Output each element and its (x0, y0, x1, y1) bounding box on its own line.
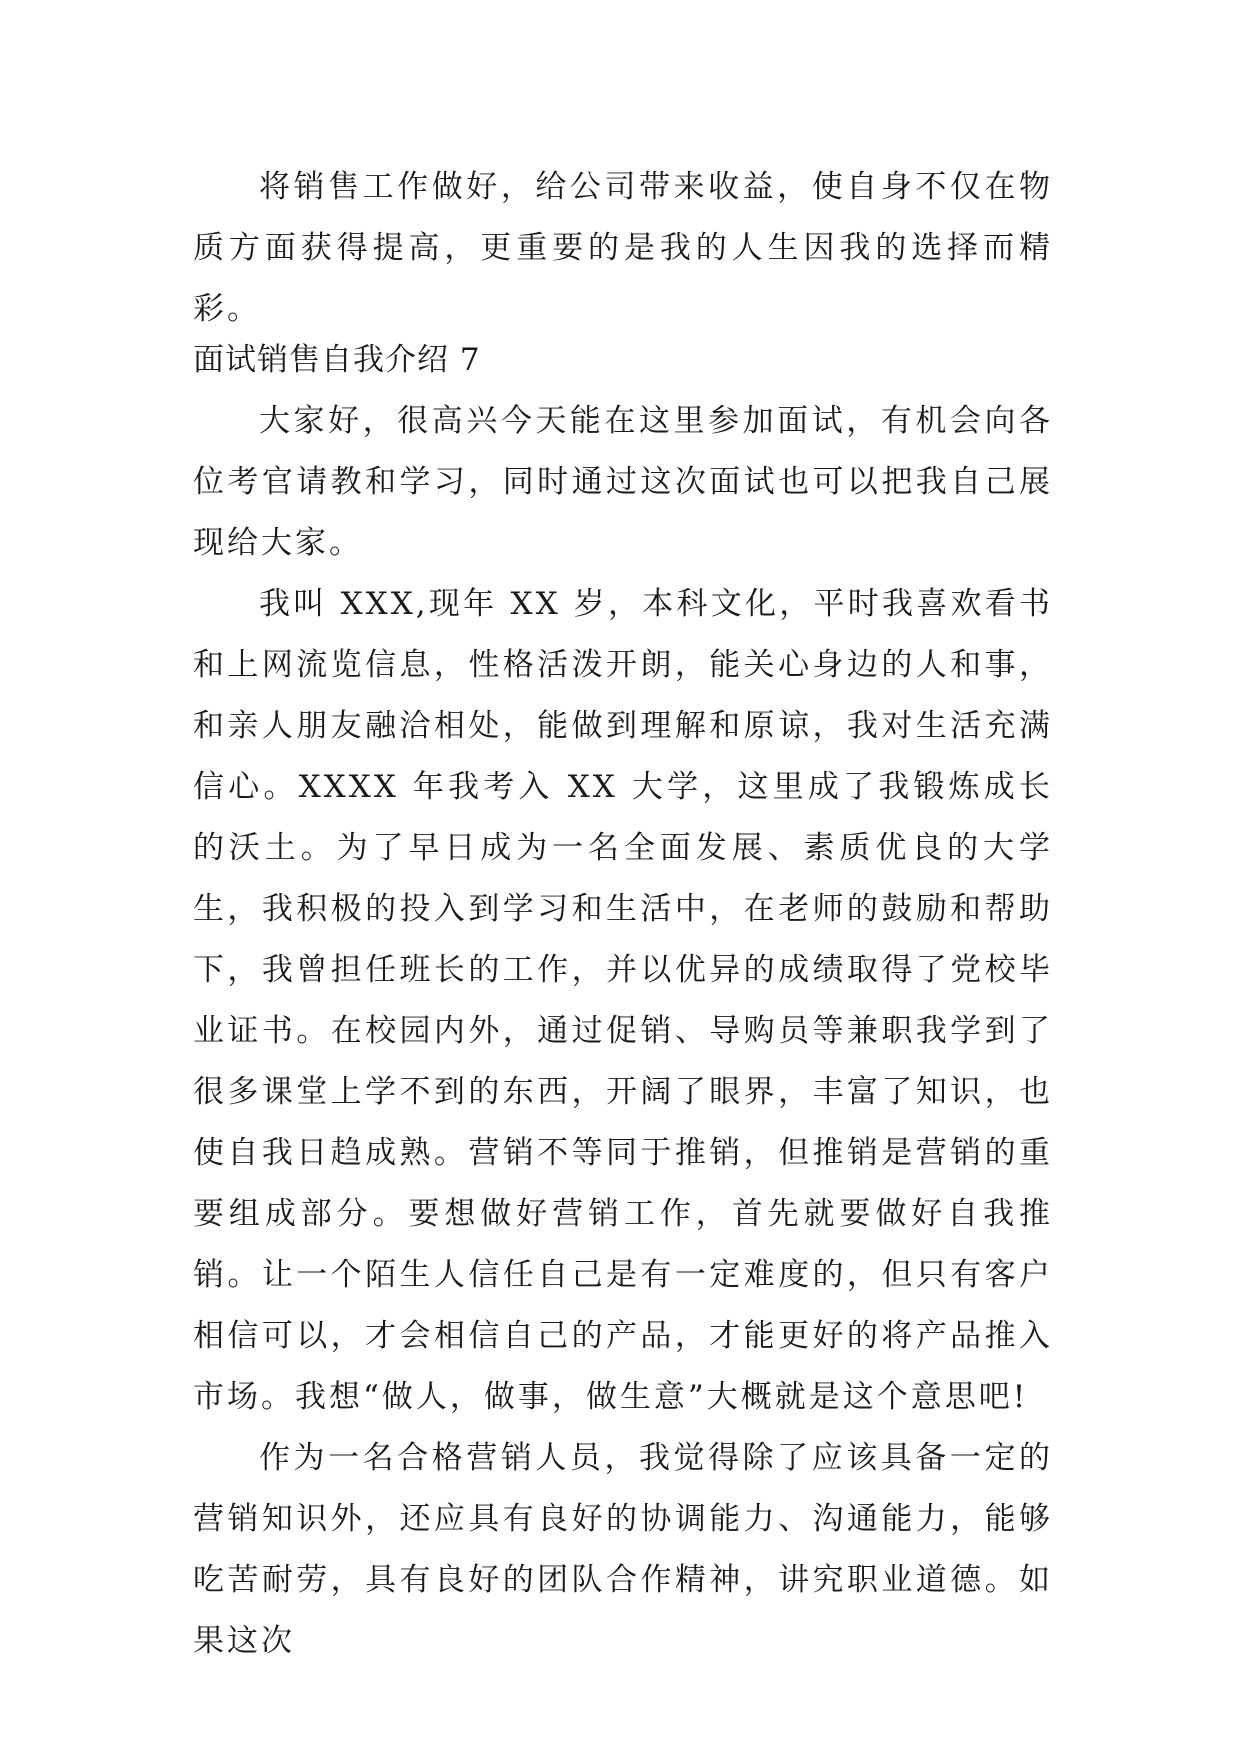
paragraph-background: 我叫 XXX,现年 XX 岁，本科文化，平时我喜欢看书和上网流览信息，性格活泼开朗，能关心身边的人和事，和亲人朋友融洽相处，能做到理解和原谅，我对生活充满信心。XXXX 年我考入 XX 大学，这里成了我锻炼成长的沃土。为了早日成为一名全面发展、素质优良的大学生，我积极的投入到学习和生活中，在老师的鼓励和帮助下，我曾担任班长的工作，并以优异的成绩取得了党校毕业证书。在校园内外，通过促销、导购员等兼职我学到了很多课堂上学不到的东西，开阔了眼界，丰富了知识，也使自我日趋成熟。营销不等同于推销，但推销是营销的重要组成部分。要想做好营销工作，首先就要做好自我推销。让一个陌生人信任自己是有一定难度的，但只有客户相信可以，才会相信自己的产品，才能更好的将产品推入市场。我想“做人，做事，做生意”大概就是这个意思吧! (193, 586, 1053, 1415)
continuation-paragraph: 将销售工作做好，给公司带来收益，使自身不仅在物质方面获得提高，更重要的是我的人生因我的选择而精彩。 (193, 169, 1053, 327)
paragraph-greeting: 大家好，很高兴今天能在这里参加面试，有机会向各位考官请教和学习，同时通过这次面试也可以把我自己展现给大家。 (193, 403, 1053, 561)
body-text (193, 391, 1053, 1672)
paragraph-qualities: 作为一名合格营销人员，我觉得除了应该具备一定的营销知识外，还应具有良好的协调能力、沟通能力，能够吃苦耐劳，具有良好的团队合作精神，讲究职业道德。如果这次 (193, 1440, 1053, 1659)
section-title: 面试销售自我介绍 7 (193, 342, 481, 378)
